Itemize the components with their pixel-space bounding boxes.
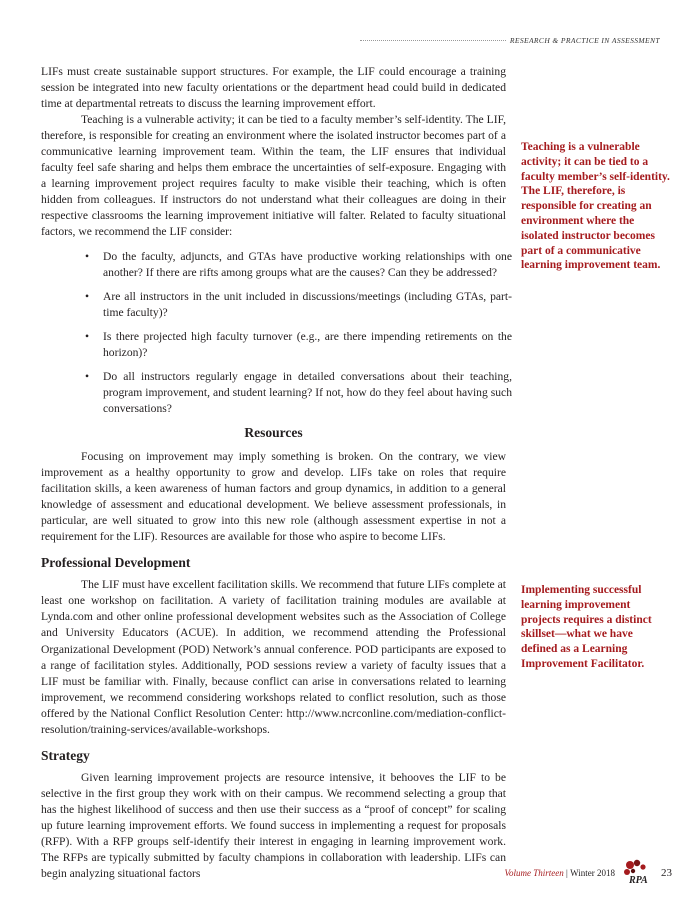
footer-separator: | — [563, 868, 571, 878]
footer-issue: Winter 2018 — [570, 868, 615, 878]
heading-resources: Resources — [244, 424, 303, 440]
paragraph-2: Teaching is a vulnerable activity; it can be tied to a faculty member’s self-identity. The LIF, therefore, is responsible for creating an environment where the isolated instructor becomes part of a communicative learning improvement team. Within the team, the LIF ensures that individual faculty feel safe sharing and helps them embrace the uncertainties of self-exposure. Engaging with a learning improvement project requires faculty to make visible their teaching, which is often hidden from colleagues. If instructors do not understand what their colleagues are doing in their respective classrooms the learning improvement initiative will falter. Related to faculty situational factors, we recommend the LIF consider: — [41, 113, 506, 239]
pull-quote-2: Implementing successful learning improvement projects requires a distinct skillset—what we have defined as a Learning Improvement Facilitator. — [521, 584, 652, 670]
bullet-item: • Do the faculty, adjuncts, and GTAs have productive working relationships with one another? If there are rifts among groups what are the causes? Can they be addressed? — [103, 249, 512, 281]
bullet-item: • Do all instructors regularly engage in detailed conversations about their teaching, program improvement, and student learning? If not, how do they feel about having such conversations? — [103, 369, 512, 417]
page-footer — [505, 858, 672, 888]
pull-quote-1: Teaching is a vulnerable activity; it can be tied to a faculty member’s self-identity. The LIF, therefore, is responsible for creating an environment where the isolated instructor becomes part of a communicative learning improvement team. — [521, 141, 670, 272]
bullet-item: • Are all instructors in the unit included in discussions/meetings (including GTAs, part-time faculty)? — [103, 289, 512, 321]
running-header — [360, 34, 660, 46]
header-dotted-rule — [360, 40, 506, 41]
heading-strategy: Strategy — [41, 747, 90, 763]
page-number: 23 — [661, 867, 672, 879]
article-body — [41, 64, 512, 882]
rpa-logo-icon — [621, 858, 655, 888]
logo-text: RPA — [629, 875, 648, 886]
paragraph-4: The LIF must have excellent facilitation skills. We recommend that future LIFs complete at least one workshop on facilitation. A variety of facilitation training modules are available at Lynda.com and other online professional development websites such as the Association of College and University Educators (ACUE). In addition, we recommend attending the Professional Organizational Development (POD) Network’s annual conference. POD participants are exposed to a range of facilitation styles. Additionally, POD sessions review a variety of faculty issues that a LIF must be familiar with. Finally, because conflict can arise in conversations related to learning improvement, we recommend considering workshops related to conflict resolution, such as those offered by the National Conflict Resolution Center: http://www.ncrconline.com/mediation-conflict-resolution/training-services/available-workshops. — [41, 578, 506, 736]
bullet-list — [41, 249, 512, 417]
heading-professional-development: Professional Development — [41, 555, 191, 571]
bullet-item: • Is there projected high faculty turnover (e.g., are there impending retirements on the horizon)? — [103, 329, 512, 361]
paragraph-3: Focusing on improvement may imply something is broken. On the contrary, we view improvement as a healthy opportunity to grow and develop. LIFs take on roles that require facilitation skills, a keen awareness of human factors and group dynamics, in addition to a general knowledge of assessment and educational development. We believe assessment professionals, in particular, are well situated to grow into this new role (although assessment expertise in not a requirement for the LIF). Resources are available for those who aspire to become LIFs. — [41, 449, 506, 544]
paragraph-1: LIFs must create sustainable support structures. For example, the LIF could encourage a training session be integrated into new faculty orientations or the department head could build in dedicated time at departmental retreats to discuss the learning improvement effort. — [41, 65, 506, 111]
footer-volume: Volume Thirteen — [504, 868, 564, 878]
running-title: RESEARCH & PRACTICE IN ASSESSMENT — [509, 35, 660, 45]
paragraph-5: Given learning improvement projects are resource intensive, it behooves the LIF to be selective in the first group they work with on their campus. We recommend selecting a group that has the highest likelihood of success and then use their success as a “proof of concept” for scaling up future learning improvement efforts. We found success in implementing a request for proposals (RFP). With a RFP groups self-identify their interest in engaging in learning improvement work. The RFPs are typically submitted by faculty champions in collaboration with leadership. LIFs can begin analyzing situational factors — [41, 770, 506, 881]
